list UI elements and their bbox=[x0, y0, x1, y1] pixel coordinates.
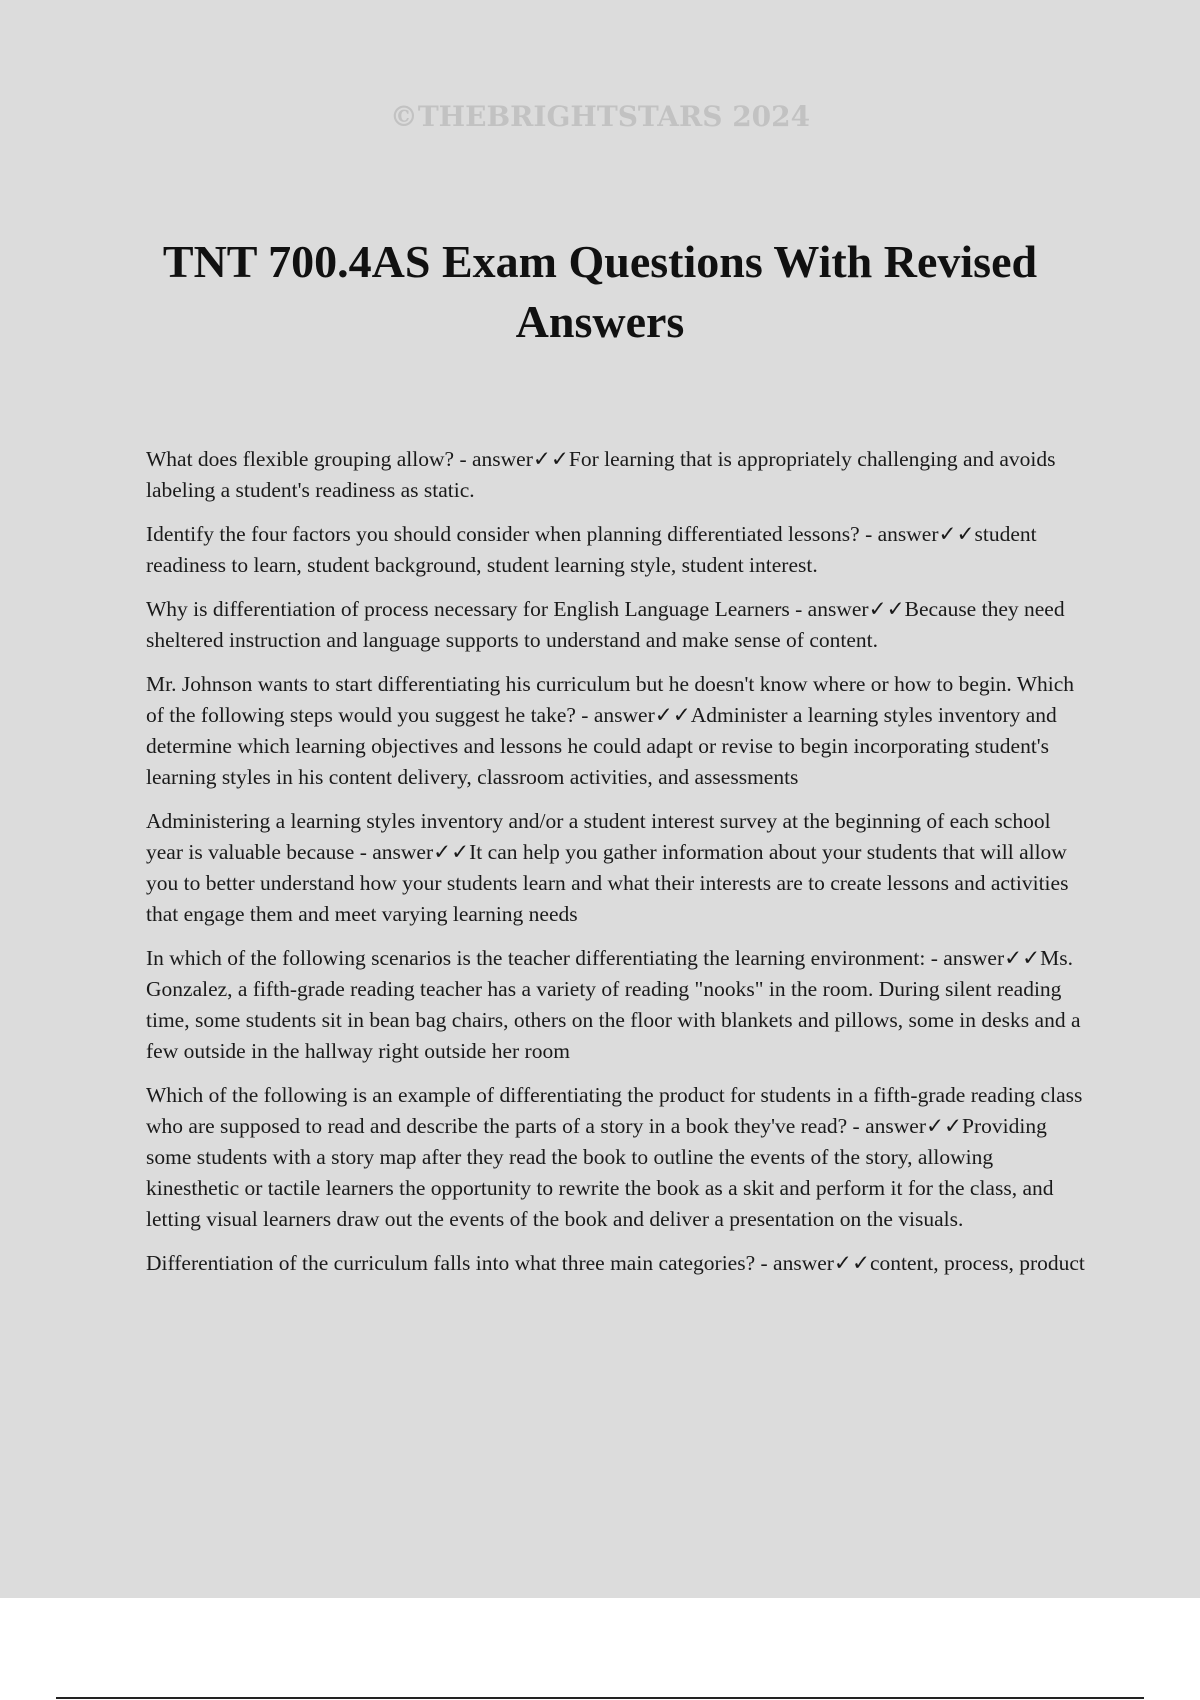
footer-divider bbox=[56, 1697, 1144, 1699]
document-title: TNT 700.4AS Exam Questions With Revised Answers bbox=[162, 236, 1038, 347]
qa-item-4: Mr. Johnson wants to start differentiating his curriculum but he doesn't know where or how to begin. Which of the following steps would you suggest he take? - answer✓✓Administer a learning styles inventory and determine which learning objectives and lessons he could adapt or revise to begin incorporating student's learning styles in his content delivery, classroom activities, and assessments bbox=[146, 672, 1075, 789]
qa-item-7: Which of the following is an example of differentiating the product for students in a fifth-grade reading class who are supposed to read and describe the parts of a story in a book they've read? - answer✓✓Providing some students with a story map after they read the book to outline the events of the story, allowing kinesthetic or tactile learners the opportunity to rewrite the book as a skit and perform it for the class, and letting visual learners draw out the events of the book and deliver a presentation on the visuals. bbox=[146, 1083, 1083, 1231]
qa-list bbox=[146, 444, 1086, 1292]
qa-item-8: Differentiation of the curriculum falls into what three main categories? - answer✓✓content, process, product bbox=[146, 1251, 1085, 1275]
qa-item-5: Administering a learning styles inventory and/or a student interest survey at the beginning of each school year is valuable because - answer✓✓It can help you gather information about your students that will allow you to better understand how your students learn and what their interests are to create lessons and activities that engage them and meet varying learning needs bbox=[146, 809, 1069, 926]
copyright-watermark: ©THEBRIGHTSTARS 2024 bbox=[389, 100, 811, 133]
qa-item-1: What does flexible grouping allow? - answer✓✓For learning that is appropriately challenging and avoids labeling a student's readiness as static. bbox=[146, 447, 1056, 502]
qa-item-6: In which of the following scenarios is the teacher differentiating the learning environment: - answer✓✓Ms. Gonzalez, a fifth-grade reading teacher has a variety of reading "nooks" in the room. During silent reading time, some students sit in bean bag chairs, others on the floor with blankets and pillows, some in desks and a few outside in the hallway right outside her room bbox=[146, 946, 1081, 1063]
qa-item-3: Why is differentiation of process necessary for English Language Learners - answer✓✓Because they need sheltered instruction and language supports to understand and make sense of content. bbox=[146, 597, 1065, 652]
qa-item-2: Identify the four factors you should consider when planning differentiated lessons? - answer✓✓student readiness to learn, student background, student learning style, student interest. bbox=[146, 522, 1037, 577]
